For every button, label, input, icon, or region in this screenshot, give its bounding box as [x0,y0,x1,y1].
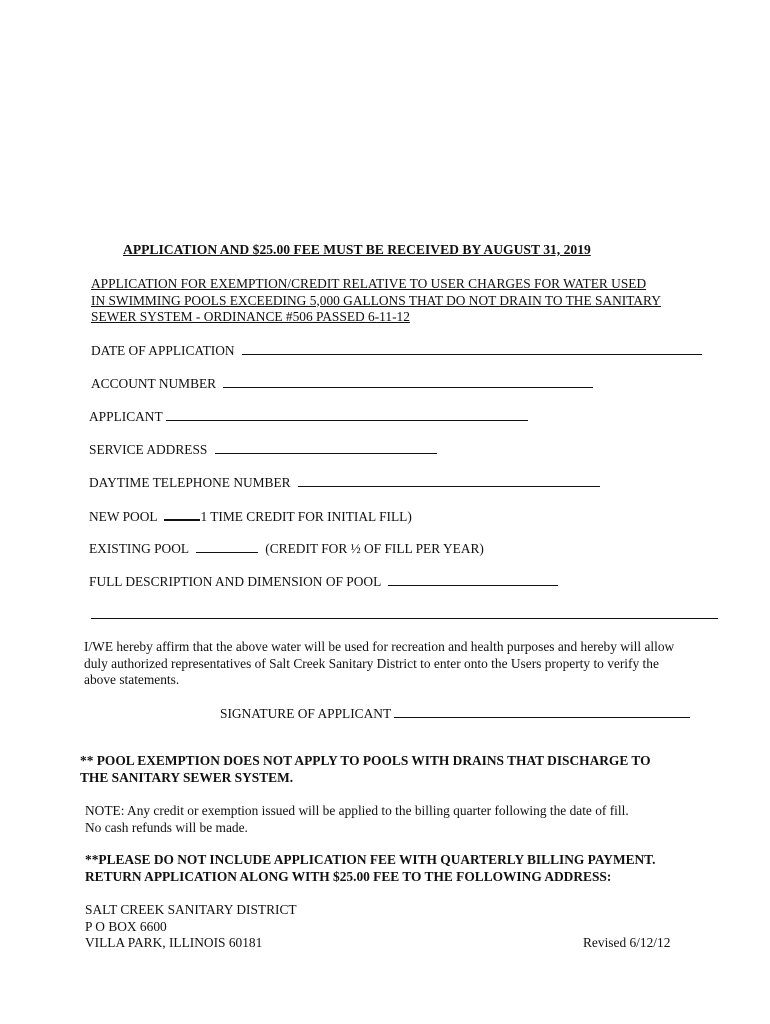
pool-description-input[interactable] [388,573,558,586]
daytime-telephone-row [89,474,600,491]
affirmation-line: I/WE hereby affirm that the above water will be used for recreation and health purposes and hereby will allow [84,639,675,654]
title-line: IN SWIMMING POOLS EXCEEDING 5,000 GALLONS THAT DO NOT DRAIN TO THE SANITARY [91,292,661,308]
note-line: No cash refunds will be made. [85,819,248,835]
new-pool-label: NEW POOL [89,509,158,524]
warning-line: ** POOL EXEMPTION DOES NOT APPLY TO POOLS WITH DRAINS THAT DISCHARGE TO [80,753,651,768]
new-pool-input[interactable] [164,507,200,521]
account-number-input[interactable] [223,375,593,388]
new-pool-note: 1 TIME CREDIT FOR INITIAL FILL) [200,509,412,524]
address-line: SALT CREEK SANITARY DISTRICT [85,902,297,917]
signature-input[interactable] [394,705,690,718]
account-number-row [91,375,593,392]
account-number-label: ACCOUNT NUMBER [91,376,217,391]
applicant-input[interactable] [166,408,528,421]
credit-note [85,803,629,836]
affirmation-line: above statements. [84,672,180,687]
exemption-warning [80,753,650,786]
address-line: VILLA PARK, ILLINOIS 60181 [85,935,263,950]
affirmation-line: duly authorized representatives of Salt Creek Sanitary District to enter onto the Users property to verify the [84,655,659,671]
applicant-row [89,408,528,425]
date-of-application-row [91,342,702,359]
deadline-heading: APPLICATION AND $25.00 FEE MUST BE RECEIVED BY AUGUST 31, 2019 [123,242,591,257]
existing-pool-row [89,540,484,557]
title-line: SEWER SYSTEM - ORDINANCE #506 PASSED 6-11-12 [91,309,410,324]
existing-pool-note: (CREDIT FOR ½ OF FILL PER YEAR) [265,541,484,556]
service-address-label: SERVICE ADDRESS [89,442,208,457]
affirmation-statement [84,639,674,689]
instruction-line: RETURN APPLICATION ALONG WITH $25.00 FEE TO THE FOLLOWING ADDRESS: [85,868,612,884]
pool-description-row [89,573,558,590]
service-address-input[interactable] [215,441,437,454]
pool-description-continuation-input[interactable] [91,606,718,619]
payment-instructions [85,852,655,885]
daytime-telephone-label: DAYTIME TELEPHONE NUMBER [89,475,291,490]
new-pool-row [89,507,412,525]
applicant-label: APPLICANT [89,409,163,424]
form-title [91,276,661,326]
service-address-row [89,441,437,458]
signature-row [220,705,690,722]
title-line: APPLICATION FOR EXEMPTION/CREDIT RELATIVE TO USER CHARGES FOR WATER USED [91,276,647,291]
existing-pool-input[interactable] [196,540,258,553]
date-of-application-label: DATE OF APPLICATION [91,343,235,358]
note-line: NOTE: Any credit or exemption issued will be applied to the billing quarter following the date of fill. [85,803,629,818]
instruction-line: **PLEASE DO NOT INCLUDE APPLICATION FEE WITH QUARTERLY BILLING PAYMENT. [85,852,656,867]
revision-date: Revised 6/12/12 [583,935,671,950]
date-of-application-input[interactable] [242,342,702,355]
mailing-address [85,902,297,952]
daytime-telephone-input[interactable] [298,474,600,487]
address-line: P O BOX 6600 [85,918,167,934]
signature-label: SIGNATURE OF APPLICANT [220,706,391,721]
pool-description-label: FULL DESCRIPTION AND DIMENSION OF POOL [89,574,381,589]
warning-line: THE SANITARY SEWER SYSTEM. [80,769,294,785]
existing-pool-label: EXISTING POOL [89,541,189,556]
